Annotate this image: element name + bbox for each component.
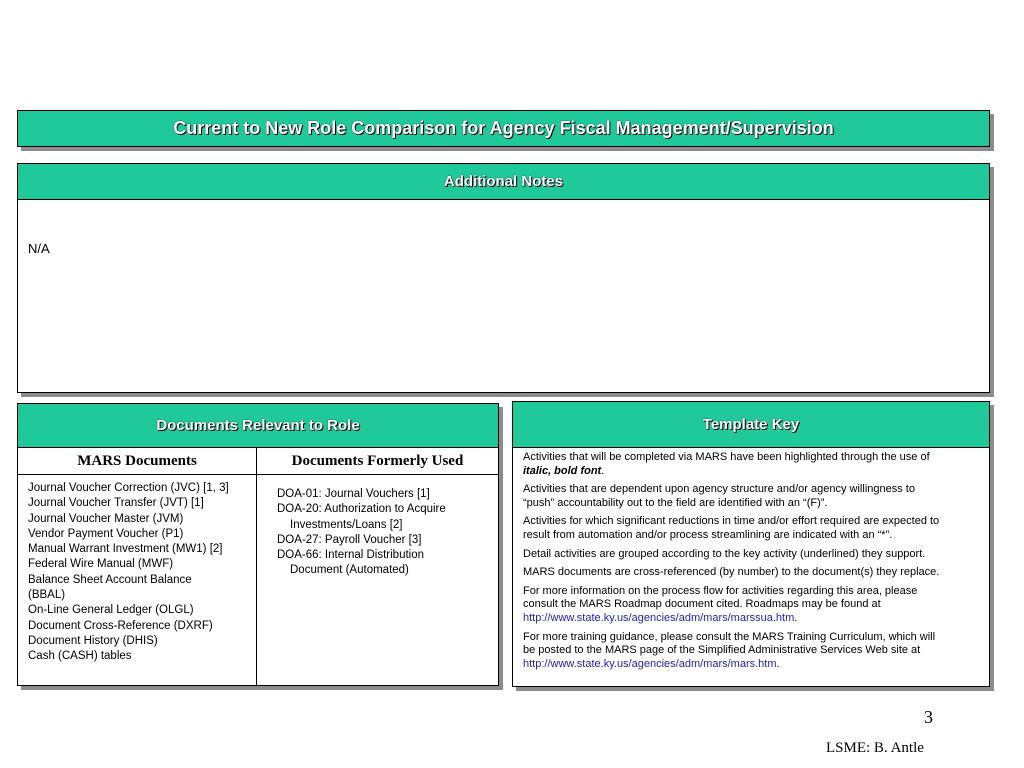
template-key-body	[513, 448, 989, 671]
key-text: .	[794, 611, 798, 624]
list-item: Document (Automated)	[290, 564, 409, 577]
key-text: Activities for which significant reductions in time and/or effort required are expected to	[523, 515, 940, 528]
documents-columns	[18, 475, 498, 685]
key-paragraph	[523, 631, 979, 672]
key-text: Activities that will be completed via MARS have been highlighted through the use of	[523, 451, 930, 463]
key-paragraph	[523, 515, 979, 542]
list-item: DOA-01: Journal Vouchers [1]	[277, 488, 430, 500]
key-paragraph	[523, 483, 979, 510]
key-paragraph	[523, 566, 979, 580]
list-item: Document Cross-Reference (DXRF)	[28, 619, 213, 632]
key-text: For more training guidance, please consult the MARS Training Curriculum, which will	[523, 630, 936, 643]
key-text: be posted to the MARS page of the Simplified Administrative Services Web site at	[523, 644, 921, 657]
template-key-panel	[512, 401, 990, 687]
list-item: Federal Wire Manual (MWF)	[28, 558, 174, 571]
key-text: “push” accountability out to the field are identified with an “(F)”.	[523, 496, 828, 509]
key-text: Activities that are dependent upon agency structure and/or agency willingness to	[523, 483, 915, 496]
mars-documents-list	[18, 475, 257, 685]
documents-header: Documents Relevant to Role	[18, 404, 498, 448]
key-paragraph	[523, 451, 979, 478]
mars-documents-column-header: MARS Documents	[18, 448, 257, 474]
key-text: .	[601, 464, 605, 477]
key-text: .	[776, 657, 780, 670]
formerly-used-list	[257, 475, 498, 685]
list-item: Document History (DHIS)	[28, 634, 158, 647]
additional-notes-text: N/A	[28, 241, 50, 256]
page-title: Current to New Role Comparison for Agency Fiscal Management/Supervision	[17, 110, 990, 147]
list-item: DOA-20: Authorization to Acquire	[277, 503, 446, 516]
list-item: Manual Warrant Investment (MW1) [2]	[28, 543, 223, 556]
footer-credit: LSME: B. Antle	[826, 740, 924, 756]
key-text: MARS documents are cross-referenced (by number) to the document(s) they replace.	[523, 566, 940, 579]
key-text: For more information on the process flow for activities regarding this area, please	[523, 584, 918, 597]
list-item: Vendor Payment Voucher (P1)	[28, 527, 184, 540]
list-item: Cash (CASH) tables	[28, 650, 132, 663]
documents-panel	[17, 403, 499, 686]
list-item: Journal Voucher Correction (JVC) [1, 3]	[28, 482, 229, 494]
list-item: DOA-66: Internal Distribution	[277, 549, 425, 562]
key-paragraph	[523, 548, 979, 562]
list-item: Journal Voucher Master (JVM)	[28, 512, 184, 525]
additional-notes-header: Additional Notes	[18, 164, 989, 200]
key-emphasis: italic, bold font	[523, 464, 602, 477]
documents-column-headers	[18, 448, 498, 475]
list-item: Balance Sheet Account Balance	[28, 573, 192, 586]
page-number: 3	[924, 707, 933, 727]
list-item: Journal Voucher Transfer (JVT) [1]	[28, 497, 204, 510]
additional-notes-panel	[17, 163, 990, 393]
key-paragraph	[523, 585, 979, 626]
formerly-used-column-header: Documents Formerly Used	[291, 452, 464, 469]
list-item: Investments/Loans [2]	[290, 518, 403, 531]
key-text: Detail activities are grouped according to the key activity (underlined) they support.	[523, 547, 926, 560]
key-text: result from automation and/or process streamlining are indicated with an “*”.	[523, 528, 893, 541]
list-item: (BBAL)	[28, 589, 66, 602]
list-item: On-Line General Ledger (OLGL)	[28, 604, 194, 617]
template-key-header: Template Key	[513, 402, 989, 448]
key-text: consult the MARS Roadmap document cited. Roadmaps may be found at	[523, 598, 881, 611]
mars-web-link[interactable]: http://www.state.ky.us/agencies/adm/mars/mars.htm	[523, 657, 777, 670]
roadmap-link[interactable]: http://www.state.ky.us/agencies/adm/mars/marssua.htm	[523, 611, 795, 624]
list-item: DOA-27: Payroll Voucher [3]	[277, 533, 422, 546]
